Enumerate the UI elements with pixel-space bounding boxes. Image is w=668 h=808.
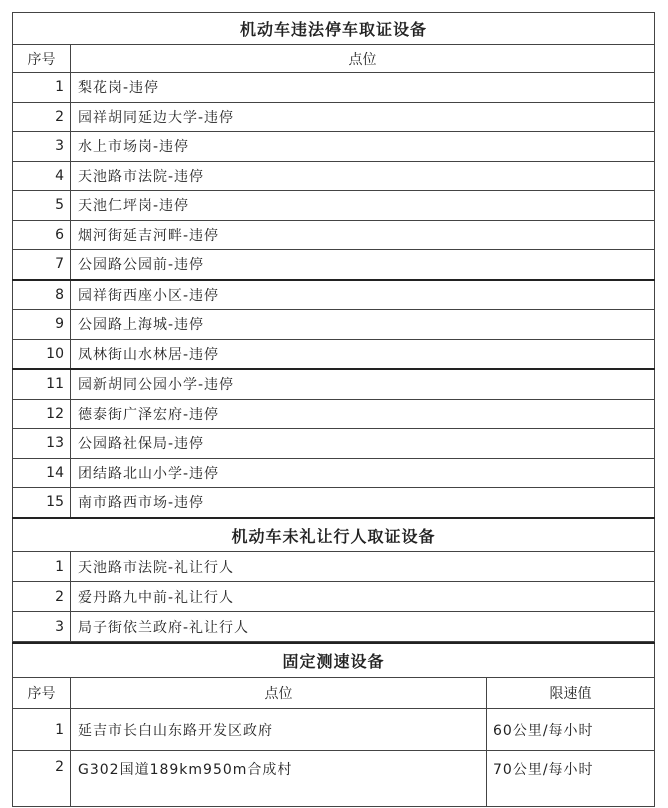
row-location: G302国道189km950m合成村: [71, 751, 487, 807]
row-number: 15: [13, 488, 71, 518]
table-row: [13, 399, 655, 429]
speed-device-table: [12, 642, 655, 807]
row-number: 8: [13, 280, 71, 310]
row-speed-limit: 70公里/每小时: [487, 751, 655, 807]
table-row: [13, 751, 655, 807]
table-row: [13, 429, 655, 459]
table-row: [13, 552, 655, 582]
speed-table-title: 固定测速设备: [13, 643, 655, 678]
row-speed-limit: 60公里/每小时: [487, 709, 655, 751]
column-header-no: 序号: [13, 45, 71, 73]
table-row: [13, 612, 655, 642]
row-number: 1: [13, 73, 71, 103]
row-location: 天池路市法院-违停: [71, 161, 655, 191]
row-number: 2: [13, 102, 71, 132]
table-row: [13, 280, 655, 310]
parking-device-table: [12, 12, 655, 518]
table-row: [13, 709, 655, 751]
row-location: 公园路公园前-违停: [71, 250, 655, 280]
row-location: 园祥街西座小区-违停: [71, 280, 655, 310]
table-row: [13, 102, 655, 132]
row-number: 4: [13, 161, 71, 191]
row-number: 2: [13, 582, 71, 612]
table-row: [13, 369, 655, 399]
row-location: 延吉市长白山东路开发区政府: [71, 709, 487, 751]
table-row: [13, 220, 655, 250]
table-row: [13, 339, 655, 369]
row-location: 园新胡同公园小学-违停: [71, 369, 655, 399]
parking-table-title: 机动车违法停车取证设备: [13, 13, 655, 45]
row-number: 10: [13, 339, 71, 369]
row-location: 梨花岗-违停: [71, 73, 655, 103]
row-number: 2: [13, 751, 71, 807]
column-header-location: 点位: [71, 45, 655, 73]
row-location: 园祥胡同延边大学-违停: [71, 102, 655, 132]
row-location: 凤林街山水林居-违停: [71, 339, 655, 369]
column-header-no: 序号: [13, 678, 71, 709]
row-location: 天池仁坪岗-违停: [71, 191, 655, 221]
column-header-speed-limit: 限速值: [487, 678, 655, 709]
table-row: [13, 250, 655, 280]
pedestrian-table-title: 机动车未礼让行人取证设备: [13, 518, 655, 552]
row-location: 南市路西市场-违停: [71, 488, 655, 518]
table-row: [13, 582, 655, 612]
row-location: 德泰街广泽宏府-违停: [71, 399, 655, 429]
row-number: 12: [13, 399, 71, 429]
row-number: 14: [13, 458, 71, 488]
row-location: 局子街依兰政府-礼让行人: [71, 612, 655, 642]
row-location: 团结路北山小学-违停: [71, 458, 655, 488]
table-row: [13, 132, 655, 162]
row-location: 爱丹路九中前-礼让行人: [71, 582, 655, 612]
table-row: [13, 191, 655, 221]
table-row: [13, 310, 655, 340]
row-number: 3: [13, 612, 71, 642]
row-number: 13: [13, 429, 71, 459]
row-number: 1: [13, 709, 71, 751]
table-row: [13, 73, 655, 103]
row-number: 3: [13, 132, 71, 162]
row-location: 水上市场岗-违停: [71, 132, 655, 162]
table-row: [13, 458, 655, 488]
row-location: 天池路市法院-礼让行人: [71, 552, 655, 582]
row-number: 7: [13, 250, 71, 280]
row-number: 6: [13, 220, 71, 250]
row-location: 公园路上海城-违停: [71, 310, 655, 340]
row-location: 烟河街延吉河畔-违停: [71, 220, 655, 250]
row-number: 1: [13, 552, 71, 582]
row-number: 9: [13, 310, 71, 340]
row-location: 公园路社保局-违停: [71, 429, 655, 459]
table-row: [13, 161, 655, 191]
pedestrian-device-table: [12, 517, 655, 642]
column-header-location: 点位: [71, 678, 487, 709]
table-row: [13, 488, 655, 518]
row-number: 11: [13, 369, 71, 399]
row-number: 5: [13, 191, 71, 221]
